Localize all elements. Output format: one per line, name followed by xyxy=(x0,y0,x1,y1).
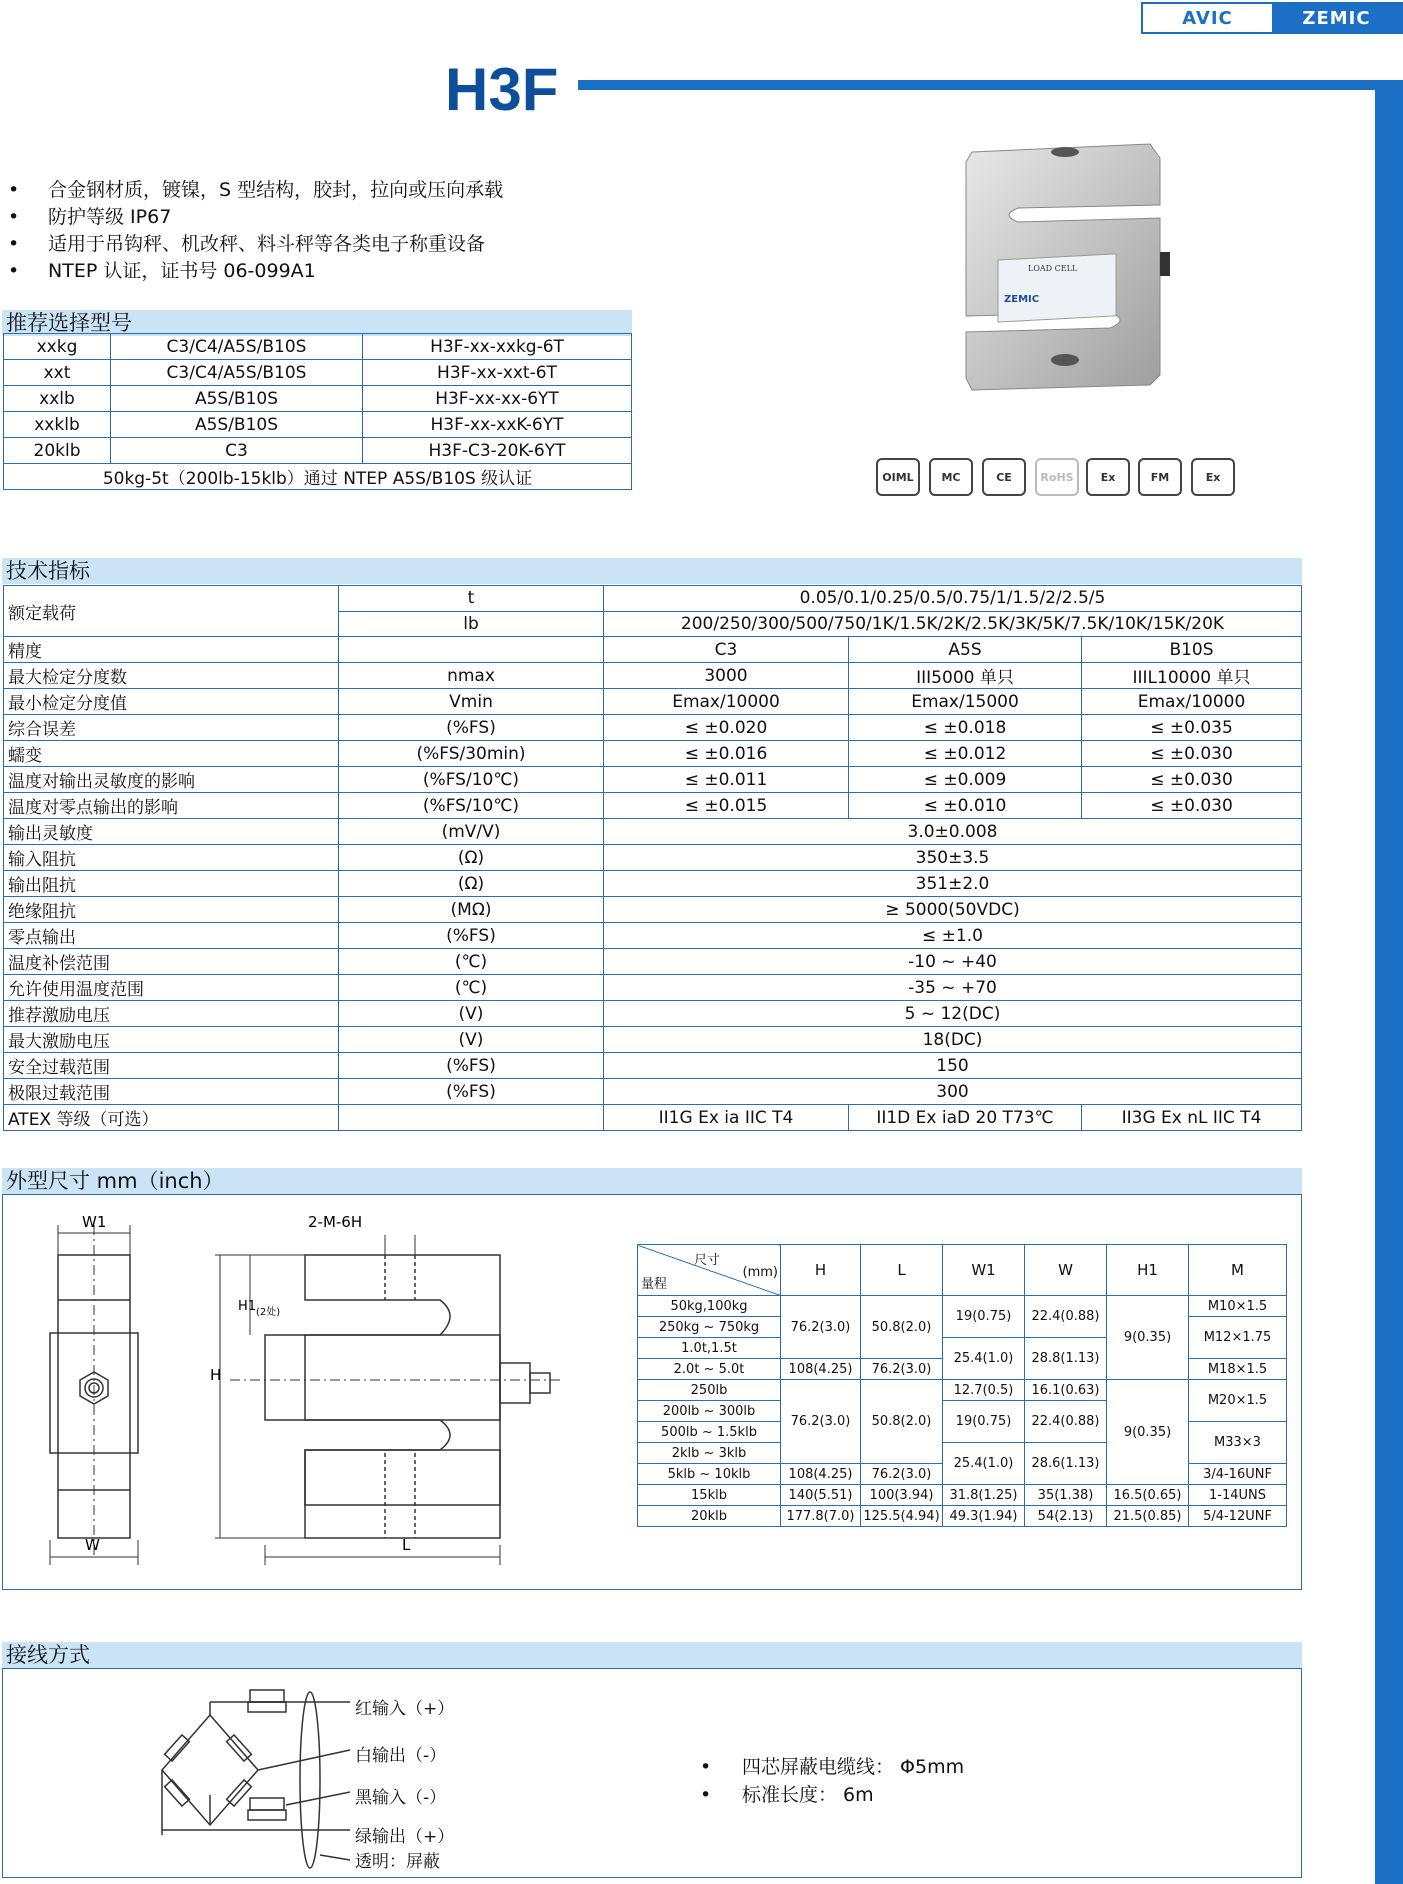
table-row: 50kg,100kg 76.2(3.0) 50.8(2.0) 19(0.75) 22.4(0.88) 9(0.35) M10×1.5 xyxy=(638,1296,1287,1317)
product-label-text: LOAD CELL xyxy=(1028,264,1078,273)
oiml-cert-icon: OIML xyxy=(876,458,920,496)
brand-zemic: ZEMIC xyxy=(1272,4,1401,32)
product-label-brand: ZEMIC xyxy=(1004,294,1040,305)
specs-heading: 技术指标 xyxy=(2,558,1302,584)
table-row: 温度对输出灵敏度的影响 (%FS/10℃) ≤ ±0.011 ≤ ±0.009 ≤ ±0.030 xyxy=(4,767,1302,793)
table-row: 最小检定分度值 Vmin Emax/10000 Emax/15000 Emax/10000 xyxy=(4,689,1302,715)
table-row: 温度对零点输出的影响 (%FS/10℃) ≤ ±0.015 ≤ ±0.010 ≤ ±0.030 xyxy=(4,793,1302,819)
wire-red-input: 红输入（+） xyxy=(355,1699,455,1719)
ex-triangle-cert-icon: Ex xyxy=(1086,458,1130,496)
selection-table xyxy=(3,333,632,490)
table-row: xxklb A5S/B10S H3F-xx-xxK-6YT xyxy=(4,412,632,438)
table-row: 5klb ~ 10klb 108(4.25) 76.2(3.0) 3/4-16UNF xyxy=(638,1464,1287,1485)
table-row: 推荐激励电压 (V) 5 ~ 12(DC) xyxy=(4,1001,1302,1027)
table-row: 最大检定分度数 nmax 3000 III5000 单只 IIIL10000 单只 xyxy=(4,663,1302,689)
dimensions-heading: 外型尺寸 mm（inch） xyxy=(2,1168,1302,1194)
rohs-cert-icon: RoHS xyxy=(1035,458,1079,496)
table-row: 零点输出 (%FS) ≤ ±1.0 xyxy=(4,923,1302,949)
dim-label-h: H xyxy=(210,1366,222,1384)
mc-cert-icon: MC xyxy=(929,458,973,496)
dim-label-h1: H1 xyxy=(238,1299,257,1314)
page-title: H3F xyxy=(445,56,559,123)
table-row: 15klb 140(5.51) 100(3.94) 31.8(1.25) 35(1.38) 16.5(0.65) 1-14UNS xyxy=(638,1485,1287,1506)
wire-green-output: 绿输出（+） xyxy=(355,1827,455,1847)
table-row: 250lb 76.2(3.0) 50.8(2.0) 12.7(0.5) 16.1(0.63) 9(0.35) M20×1.5 xyxy=(638,1380,1287,1401)
feature-item: • 适用于吊钩秤、机改秤、料斗秤等各类电子称重设备 xyxy=(8,233,486,255)
ex-hex-cert-icon: Ex xyxy=(1191,458,1235,496)
table-row: 精度 C3 A5S B10S xyxy=(4,637,1302,663)
table-row: 极限过载范围 (%FS) 300 xyxy=(4,1079,1302,1105)
selection-heading: 推荐选择型号 xyxy=(2,310,632,336)
brand-tabs xyxy=(1141,2,1403,34)
table-row: 50kg-5t（200lb-15klb）通过 NTEP A5S/B10S 级认证 xyxy=(4,464,632,490)
wire-white-output: 白输出（-） xyxy=(355,1746,447,1766)
wiring-heading: 接线方式 xyxy=(2,1642,1302,1668)
table-row: 输出灵敏度 (mV/V) 3.0±0.008 xyxy=(4,819,1302,845)
feature-list xyxy=(8,177,503,285)
dimensions-table xyxy=(637,1244,1287,1527)
side-bar xyxy=(1375,90,1403,1884)
feature-item: • NTEP 认证，证书号 06-099A1 xyxy=(8,260,316,282)
dim-label-w: W xyxy=(85,1536,100,1554)
dimension-drawing xyxy=(40,1205,580,1575)
table-row: 20klb C3 H3F-C3-20K-6YT xyxy=(4,438,632,464)
table-row: xxlb A5S/B10S H3F-xx-xx-6YT xyxy=(4,386,632,412)
table-row: 2klb ~ 3klb 25.4(1.0) 28.6(1.13) xyxy=(638,1443,1287,1464)
dim-label-l: L xyxy=(402,1536,411,1554)
table-row: 250kg ~ 750kg M12×1.75 xyxy=(638,1317,1287,1338)
feature-item: • 防护等级 IP67 xyxy=(8,206,172,228)
table-row: 绝缘阻抗 (MΩ) ≥ 5000(50VDC) xyxy=(4,897,1302,923)
wiring-notes xyxy=(700,1753,964,1809)
table-row: 温度补偿范围 (℃) -10 ~ +40 xyxy=(4,949,1302,975)
table-row: 尺寸 (mm) 量程 H L W1 W H1 M xyxy=(638,1245,1287,1296)
wiring-diagram xyxy=(150,1680,360,1880)
table-row: ATEX 等级（可选） II1G Ex ia IIC T4 II1D Ex iaD 20 T73℃ II3G Ex nL IIC T4 xyxy=(4,1105,1302,1131)
table-row: 输出阻抗 (Ω) 351±2.0 xyxy=(4,871,1302,897)
title-bar xyxy=(578,80,1403,90)
dim-label-h1-note: (2处) xyxy=(256,1307,281,1318)
dim-label-thread: 2-M-6H xyxy=(308,1213,363,1231)
table-row: 最大激励电压 (V) 18(DC) xyxy=(4,1027,1302,1053)
wire-black-input: 黑输入（-） xyxy=(355,1788,447,1808)
wiring-note: • 标准长度： 6m xyxy=(700,1784,874,1806)
feature-item: • 合金钢材质，镀镍，S 型结构，胶封，拉向或压向承载 xyxy=(8,179,504,201)
wire-shield: 透明：屏蔽 xyxy=(355,1852,440,1872)
specs-table xyxy=(3,585,1302,1131)
wiring-note: • 四芯屏蔽电缆线： Φ5mm xyxy=(700,1756,965,1778)
table-row: 综合误差 (%FS) ≤ ±0.020 ≤ ±0.018 ≤ ±0.035 xyxy=(4,715,1302,741)
table-row: 20klb 177.8(7.0) 125.5(4.94) 49.3(1.94) 54(2.13) 21.5(0.85) 5/4-12UNF xyxy=(638,1506,1287,1527)
table-row: xxt C3/C4/A5S/B10S H3F-xx-xxt-6T xyxy=(4,360,632,386)
table-row: xxkg C3/C4/A5S/B10S H3F-xx-xxkg-6T xyxy=(4,334,632,360)
dim-label-w1: W1 xyxy=(82,1213,107,1231)
table-row: 200lb ~ 300lb 19(0.75) 22.4(0.88) xyxy=(638,1401,1287,1422)
table-row: 500lb ~ 1.5klb M33×3 xyxy=(638,1422,1287,1443)
table-row: 允许使用温度范围 (℃) -35 ~ +70 xyxy=(4,975,1302,1001)
table-row: 2.0t ~ 5.0t 108(4.25) 76.2(3.0) M18×1.5 xyxy=(638,1359,1287,1380)
table-row: 安全过载范围 (%FS) 150 xyxy=(4,1053,1302,1079)
product-image xyxy=(960,140,1170,430)
table-row: 蠕变 (%FS/30min) ≤ ±0.016 ≤ ±0.012 ≤ ±0.030 xyxy=(4,741,1302,767)
table-row: 输入阻抗 (Ω) 350±3.5 xyxy=(4,845,1302,871)
table-row: 额定载荷 t 0.05/0.1/0.25/0.5/0.75/1/1.5/2/2.5/5 xyxy=(4,586,1302,612)
fm-cert-icon: FM xyxy=(1138,458,1182,496)
table-row: 1.0t,1.5t 25.4(1.0) 28.8(1.13) xyxy=(638,1338,1287,1359)
brand-avic: AVIC xyxy=(1143,4,1272,32)
table-row: lb 200/250/300/500/750/1K/1.5K/2K/2.5K/3K/5K/7.5K/10K/15K/20K xyxy=(4,611,1302,637)
ce-cert-icon: CE xyxy=(982,458,1026,496)
